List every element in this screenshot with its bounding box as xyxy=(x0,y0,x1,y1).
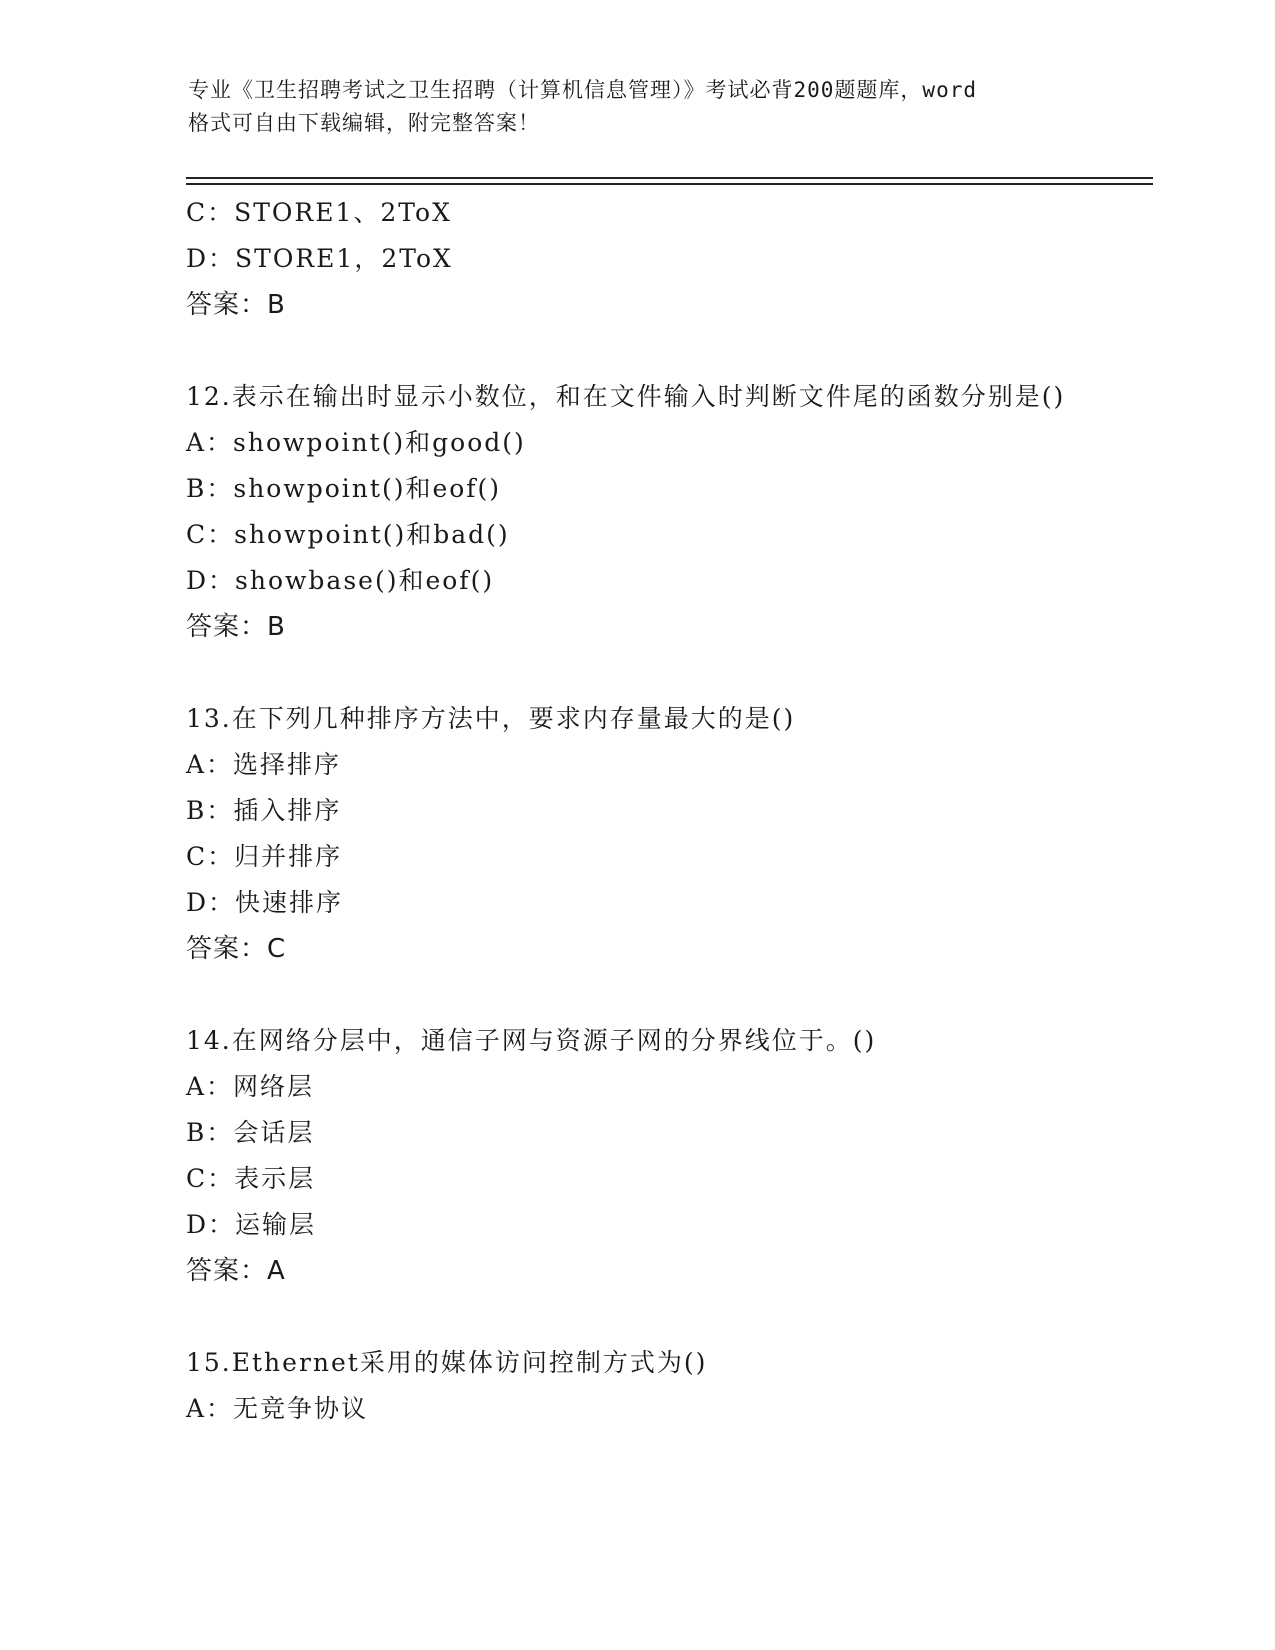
option-d: D：STORE1，2ToX xyxy=(186,244,453,273)
option-a: A：选择排序 xyxy=(186,750,342,779)
answer-label: 答案：A xyxy=(186,1256,286,1286)
option-d: D：运输层 xyxy=(186,1210,317,1239)
question-12 xyxy=(186,374,1146,650)
option-b: B：showpoint()和eof() xyxy=(186,474,502,503)
option-c: C：表示层 xyxy=(186,1164,316,1193)
option-b: B：会话层 xyxy=(186,1118,315,1147)
question-13 xyxy=(186,696,1146,972)
spacer xyxy=(186,650,1146,696)
option-c: C：STORE1、2ToX xyxy=(186,198,452,227)
option-c: C：showpoint()和bad() xyxy=(186,520,510,549)
answer-label: 答案：B xyxy=(186,612,286,642)
spacer xyxy=(186,1294,1146,1340)
question-stem: 14.在网络分层中，通信子网与资源子网的分界线位于。() xyxy=(186,1026,877,1055)
option-a: A：网络层 xyxy=(186,1072,315,1101)
question-14 xyxy=(186,1018,1146,1294)
question-stem: 12.表示在输出时显示小数位，和在文件输入时判断文件尾的函数分别是() xyxy=(186,382,1066,411)
option-a: A：无竞争协议 xyxy=(186,1394,369,1423)
option-d: D：快速排序 xyxy=(186,888,344,917)
question-stem: 13.在下列几种排序方法中，要求内存量最大的是() xyxy=(186,704,796,733)
option-d: D：showbase()和eof() xyxy=(186,566,495,595)
header-divider-bottom xyxy=(186,183,1153,185)
document-header xyxy=(188,74,1088,140)
question-list xyxy=(186,190,1146,1432)
question-11-continuation xyxy=(186,190,1146,328)
question-stem: 15.Ethernet采用的媒体访问控制方式为() xyxy=(186,1348,708,1377)
option-c: C：归并排序 xyxy=(186,842,343,871)
spacer xyxy=(186,328,1146,374)
answer-label: 答案：C xyxy=(186,934,287,964)
question-15 xyxy=(186,1340,1146,1432)
answer-label: 答案：B xyxy=(186,290,286,320)
header-divider-top xyxy=(186,177,1153,179)
option-b: B：插入排序 xyxy=(186,796,342,825)
spacer xyxy=(186,972,1146,1018)
header-title-line-1: 专业《卫生招聘考试之卫生招聘（计算机信息管理）》考试必背200题题库，word xyxy=(188,78,977,102)
option-a: A：showpoint()和good() xyxy=(186,428,526,457)
header-title-line-2: 格式可自由下载编辑，附完整答案！ xyxy=(188,111,540,135)
